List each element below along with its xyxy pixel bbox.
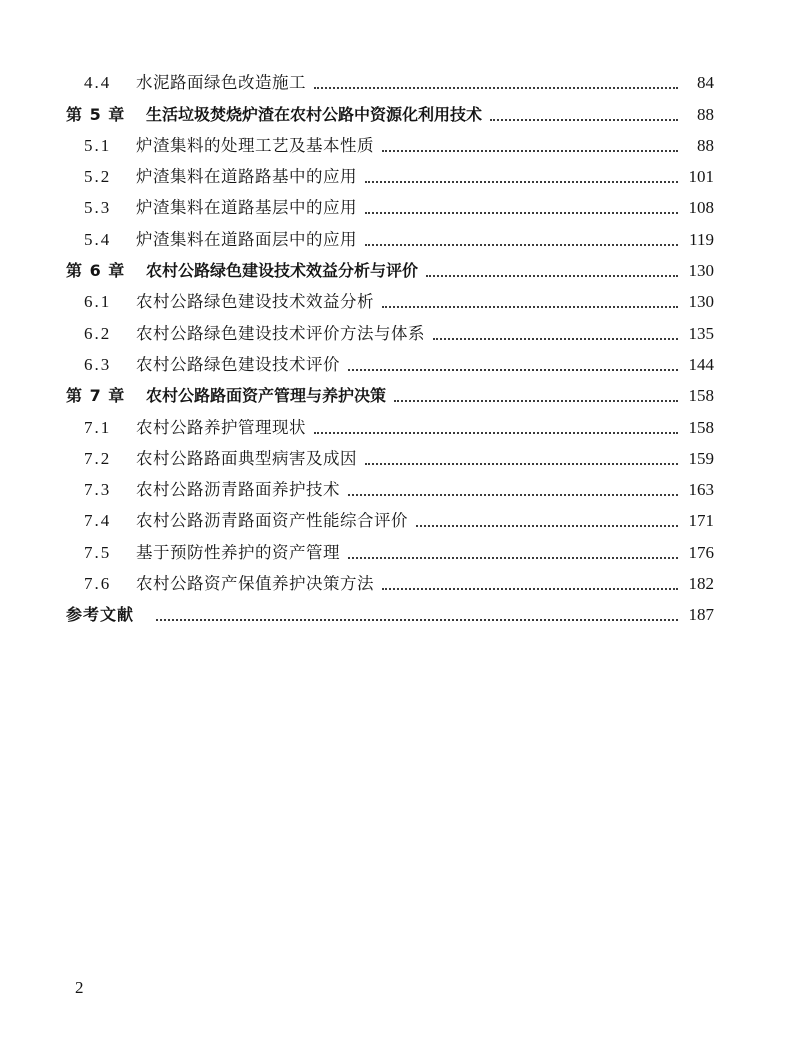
toc-entry-page: 130 — [688, 292, 714, 312]
dot-leader — [348, 557, 678, 559]
toc-chapter-7[interactable] — [66, 375, 714, 406]
toc-entry-7-3[interactable] — [66, 469, 714, 500]
toc-chapter-number: 第 6 章 — [66, 261, 126, 281]
toc-entry-number: 5.2 — [84, 167, 112, 187]
dot-leader — [426, 275, 678, 277]
toc-entry-page: 176 — [688, 542, 714, 562]
dot-leader — [365, 181, 678, 183]
toc-chapter-title: 农村公路绿色建设技术效益分析与评价 — [146, 261, 419, 281]
toc-entry-number: 5.1 — [84, 135, 112, 155]
dot-leader — [314, 432, 678, 434]
toc-entry-title: 农村公路绿色建设技术效益分析 — [136, 292, 374, 312]
dot-leader — [382, 588, 678, 590]
dot-leader — [365, 463, 678, 465]
toc-entry-number: 7.2 — [84, 448, 112, 468]
toc-entry-number: 4.4 — [84, 73, 112, 93]
toc-entry-page: 182 — [688, 574, 714, 594]
toc-chapter-title: 生活垃圾焚烧炉渣在农村公路中资源化利用技术 — [146, 104, 483, 124]
toc-entry-page: 158 — [688, 386, 714, 406]
toc-entry-number: 6.3 — [84, 354, 112, 374]
dot-leader — [382, 150, 678, 152]
toc-references-label: 参考文献 — [66, 605, 135, 625]
dot-leader — [365, 244, 678, 246]
toc-entry-title: 农村公路绿色建设技术评价 — [136, 354, 340, 374]
toc-entry-title: 农村公路沥青路面资产性能综合评价 — [136, 511, 408, 531]
toc-entry-page: 84 — [697, 73, 714, 93]
toc-entry-number: 7.6 — [84, 574, 112, 594]
toc-entry-number: 6.1 — [84, 292, 112, 312]
dot-leader — [314, 87, 678, 89]
toc-chapter-number: 第 7 章 — [66, 386, 126, 406]
toc-references[interactable] — [66, 594, 714, 625]
dot-leader — [156, 619, 678, 621]
toc-chapter-5[interactable] — [66, 93, 714, 124]
dot-leader — [382, 306, 678, 308]
dot-leader — [348, 494, 678, 496]
toc-entry-number: 6.2 — [84, 323, 112, 343]
page-number: 2 — [75, 978, 84, 997]
toc-entry-page: 159 — [688, 448, 714, 468]
toc-entry-7-5[interactable] — [66, 531, 714, 562]
toc-entry-6-3[interactable] — [66, 344, 714, 375]
toc-entry-number: 7.4 — [84, 511, 112, 531]
toc-entry-page: 158 — [688, 417, 714, 437]
toc-entry-number: 7.3 — [84, 480, 112, 500]
toc-entry-page: 135 — [688, 323, 714, 343]
dot-leader — [416, 525, 678, 527]
toc-entry-number: 5.4 — [84, 229, 112, 249]
toc-entry-page: 144 — [688, 354, 714, 374]
toc-entry-title: 农村公路路面典型病害及成因 — [136, 448, 357, 468]
toc-entry-page: 119 — [689, 229, 714, 249]
dot-leader — [365, 212, 678, 214]
toc-entry-title: 基于预防性养护的资产管理 — [136, 542, 340, 562]
toc-entry-title: 炉渣集料在道路面层中的应用 — [136, 229, 357, 249]
toc-entry-page: 171 — [688, 511, 714, 531]
toc-entry-6-2[interactable] — [66, 312, 714, 343]
toc-entry-5-2[interactable] — [66, 156, 714, 187]
toc-entry-page: 88 — [697, 104, 714, 124]
toc-entry-title: 水泥路面绿色改造施工 — [136, 73, 306, 93]
dot-leader — [348, 369, 678, 371]
toc-entry-number: 5.3 — [84, 198, 112, 218]
toc-entry-title: 农村公路绿色建设技术评价方法与体系 — [136, 323, 425, 343]
toc-entry-page: 88 — [697, 135, 714, 155]
table-of-contents — [66, 62, 714, 625]
toc-chapter-number: 第 5 章 — [66, 104, 126, 124]
dot-leader — [490, 119, 678, 121]
toc-entry-7-6[interactable] — [66, 563, 714, 594]
toc-entry-title: 炉渣集料在道路基层中的应用 — [136, 198, 357, 218]
toc-entry-title: 农村公路养护管理现状 — [136, 417, 306, 437]
toc-entry-7-4[interactable] — [66, 500, 714, 531]
toc-entry-6-1[interactable] — [66, 281, 714, 312]
toc-entry-5-4[interactable] — [66, 218, 714, 249]
dot-leader — [433, 338, 678, 340]
toc-entry-5-1[interactable] — [66, 125, 714, 156]
toc-entry-number: 7.5 — [84, 542, 112, 562]
toc-entry-title: 炉渣集料的处理工艺及基本性质 — [136, 135, 374, 155]
toc-entry-page: 101 — [688, 167, 714, 187]
toc-entry-7-1[interactable] — [66, 406, 714, 437]
toc-entry-title: 炉渣集料在道路路基中的应用 — [136, 167, 357, 187]
toc-entry-page: 108 — [688, 198, 714, 218]
toc-entry-7-2[interactable] — [66, 438, 714, 469]
toc-entry-page: 187 — [688, 605, 714, 625]
toc-entry-number: 7.1 — [84, 417, 112, 437]
toc-chapter-title: 农村公路路面资产管理与养护决策 — [146, 386, 387, 406]
toc-entry-5-3[interactable] — [66, 187, 714, 218]
toc-chapter-6[interactable] — [66, 250, 714, 281]
toc-entry-page: 163 — [688, 480, 714, 500]
toc-entry-title: 农村公路沥青路面养护技术 — [136, 480, 340, 500]
toc-entry-page: 130 — [688, 261, 714, 281]
toc-entry-4-4[interactable] — [66, 62, 714, 93]
dot-leader — [394, 400, 678, 402]
toc-entry-title: 农村公路资产保值养护决策方法 — [136, 574, 374, 594]
